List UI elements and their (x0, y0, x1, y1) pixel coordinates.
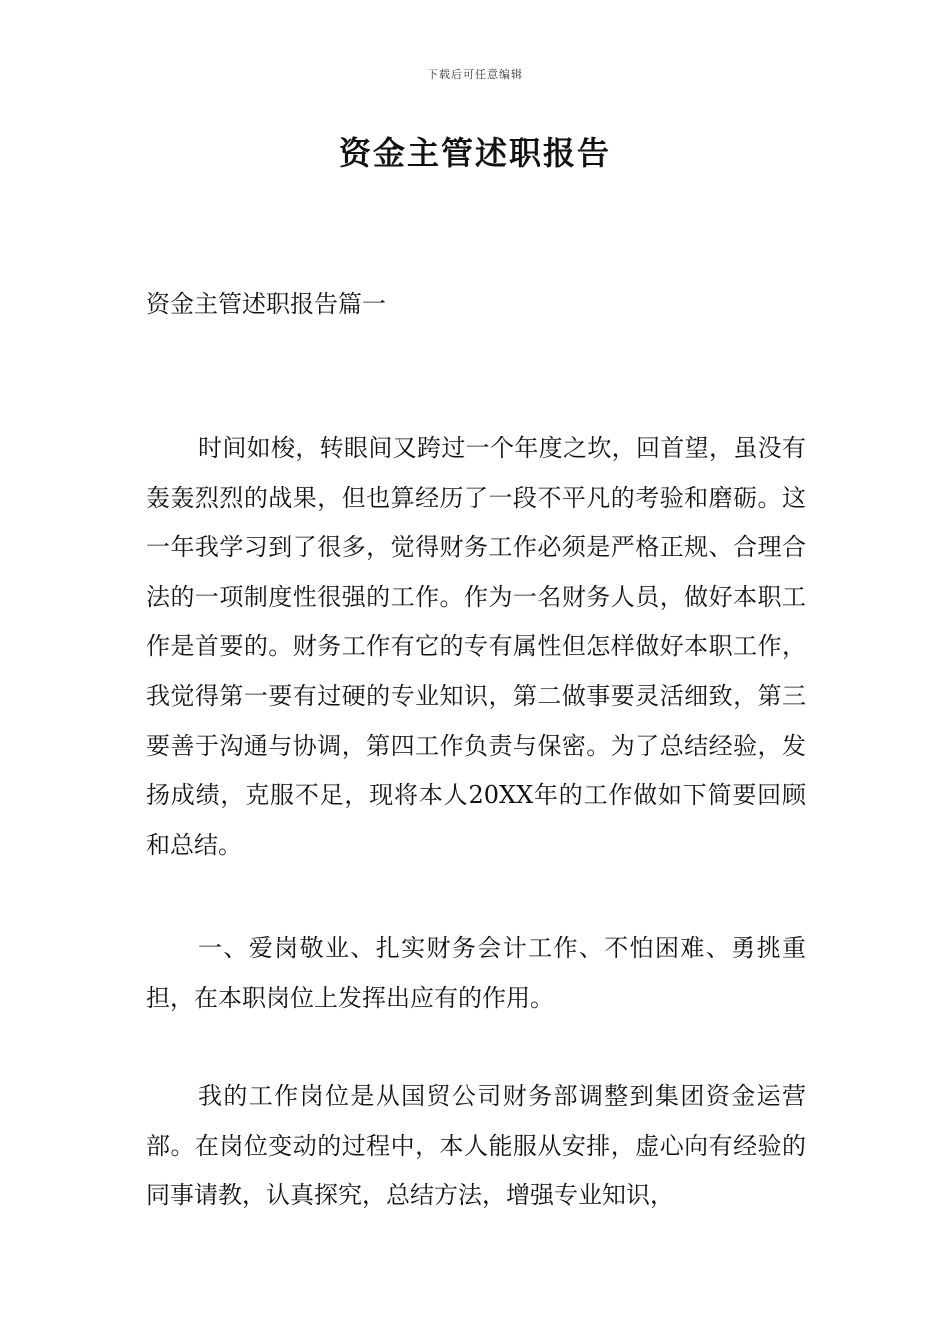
header-note: 下载后可任意编辑 (427, 68, 523, 81)
paragraph-point-one: 一、爱岗敬业、扎实财务会计工作、不怕困难、勇挑重担，在本职岗位上发挥出应有的作用。 (146, 934, 806, 1012)
paragraph-job-position: 我的工作岗位是从国贸公司财务部调整到集团资金运营部。在岗位变动的过程中，本人能服从安排，虚心向有经验的同事请教，认真探究，总结方法，增强专业知识， (146, 1082, 806, 1210)
document-title: 资金主管述职报告 (338, 134, 611, 172)
section-heading: 资金主管述职报告篇一 (146, 290, 386, 318)
paragraph-intro: 时间如梭，转眼间又跨过一个年度之坎，回首望，虽没有轰轰烈烈的战果，但也算经历了一段不平凡的考验和磨砺。这一年我学习到了很多，觉得财务工作必须是严格正规、合理合法的一项制度性很强的工作。作为一名财务人员，做好本职工作是首要的。财务工作有它的专有属性但怎样做好本职工作，我觉得第一要有过硬的专业知识，第二做事要灵活细致，第三要善于沟通与协调，第四工作负责与保密。为了总结经验，发扬成绩，克服不足，现将本人20XX年的工作做如下简要回顾和总结。 (146, 434, 806, 859)
